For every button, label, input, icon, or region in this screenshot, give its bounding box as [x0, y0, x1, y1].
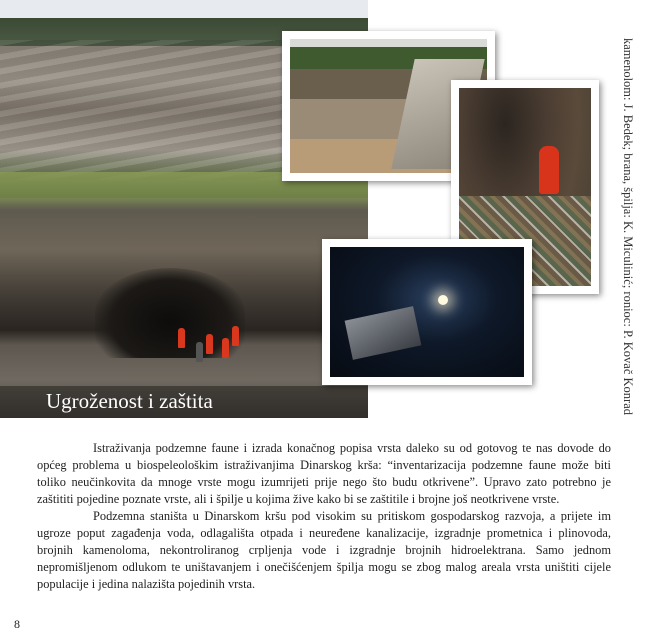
photo-credits: kamenolom: J. Bedek; brana, špilja: K. Miculinić; ronioc: P. Kovač Konrad: [621, 38, 635, 416]
body-text: [37, 440, 611, 593]
caver-figure: [196, 342, 203, 362]
caver-figure: [206, 334, 213, 354]
lamp-light: [438, 295, 448, 305]
section-title: Ugroženost i zaštita: [46, 389, 213, 413]
caver-figure: [232, 326, 239, 346]
caver-figure: [178, 328, 185, 348]
caver-figure: [222, 338, 229, 358]
caver-figure: [539, 146, 559, 194]
submerged-machine: [345, 306, 422, 360]
page-number: 8: [14, 617, 20, 631]
section-title-bar: [0, 386, 368, 418]
diver-photo: [322, 239, 532, 385]
paragraph: Podzemna staništa u Dinarskom kršu pod visokim su pritiskom gospodarskog razvoja, a prijete im ugroze poput zagađenja voda, odlagališta otpada i neuređene kanalizacije, izgradnje prometnica i plinovoda, brojnih kamenoloma, nekontroliranog crpljenja vode i izgradnje brojnih hidroelektrana. Samo jednom nepromišljenom odlukom te uništavanjem i onečišćenjem špilja mogu se zbog malog areala vrsta uništiti cijele populacije i jedina nalazišta pojedinih vrsta.: [37, 509, 611, 591]
paragraph: Istraživanja podzemne faune i izrada konačnog popisa vrsta daleko su od gotovog te nas dovode do općeg problema u biospeleološkim istraživanjima Dinarskog krša: “inventarizacija podzemne faune može biti toliko neučinkovita da mnoge vrste mogu izumrijeti prije nego što budu otkrivene”. Upravo zato potrebno je zaštititi pojedine poznate vrste, ali i špilje u kojima žive kako bi se zaštitile i brojne još neotkrivene vrste.: [37, 441, 611, 506]
